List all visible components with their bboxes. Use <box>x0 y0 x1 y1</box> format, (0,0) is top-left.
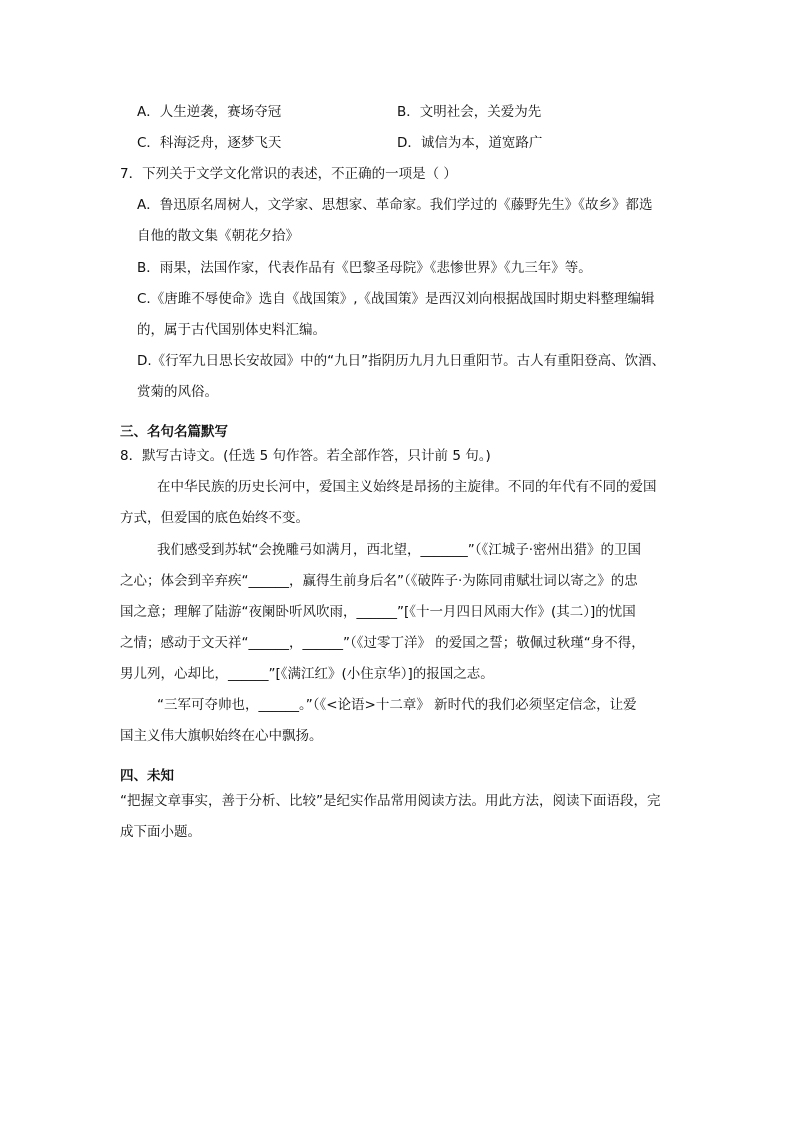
q8-paragraph2-line3: 国之意；理解了陆游“夜阑卧听风吹雨，______”[《十一月四日风雨大作》(其二）]的忧国 <box>120 604 636 620</box>
q8-paragraph2-line4: 之情；感动于文天祥“______，______”（《过零丁洋》 的爱国之誓；敬佩过秋瑾“身不得， <box>120 635 645 651</box>
q6-option-d: D．诚信为本，道宽路广 <box>397 135 543 151</box>
q6-option-b: B．文明社会，关爱为先 <box>397 104 542 120</box>
q6-option-a: A．人生逆袭，赛场夺冠 <box>137 104 282 120</box>
q8-paragraph3-line1: “三军可夺帅也，______。”（《<论语>十二章》 新时代的我们必须坚定信念，让爱 <box>157 697 637 713</box>
q7-option-a-line1: A．鲁迅原名周树人，文学家、思想家、革命家。我们学过的《藤野先生》《故乡》都选 <box>137 197 653 213</box>
q8-paragraph1-line1: 在中华民族的历史长河中，爱国主义始终是昂扬的主旋律。不同的年代有不同的爱国 <box>157 479 657 495</box>
section4-intro-line2: 成下面小题。 <box>120 824 201 840</box>
q8-paragraph1-line2: 方式，但爱国的底色始终不变。 <box>120 510 309 526</box>
q8-paragraph2-line5: 男儿列，心却比，______”[《满江红》(小住京华）]的报国之志。 <box>120 666 494 682</box>
q8-paragraph2-line1: 我们感受到苏轼“会挽雕弓如满月，西北望，_______”（《江城子·密州出猎》的卫国 <box>157 542 642 558</box>
section3-title: 三、名句名篇默写 <box>120 424 228 440</box>
section4-intro-line1: “把握文章事实，善于分析、比较”是纪实作品常用阅读方法。用此方法，阅读下面语段，完 <box>120 793 661 809</box>
q8-paragraph2-line2: 之心；体会到辛弃疾“______，赢得生前身后名”（《破阵子·为陈同甫赋壮词以寄之》的忠 <box>120 573 638 589</box>
q7-option-b-line1: B．雨果，法国作家，代表作品有《巴黎圣母院》《悲惨世界》《九三年》等。 <box>137 260 592 276</box>
q7-stem: 7．下列关于文学文化常识的表述，不正确的一项是（ ） <box>120 166 457 182</box>
section4-title: 四、未知 <box>120 768 174 784</box>
q8-paragraph3-line2: 国主义伟大旗帜始终在心中飘扬。 <box>120 728 323 744</box>
q7-option-a-line2: 自他的散文集《朝花夕拾》 <box>137 228 299 244</box>
q7-option-d-line2: 赏菊的风俗。 <box>137 384 218 400</box>
q7-option-c-line2: 的，属于古代国别体史料汇编。 <box>137 322 326 338</box>
q8-stem: 8．默写古诗文。(任选 5 句作答。若全部作答，只计前 5 句。) <box>120 448 491 464</box>
q6-option-c: C．科海泛舟，逐梦飞天 <box>137 135 282 151</box>
q7-option-c-line1: C.《唐雎不辱使命》选自《战国策》,《战国策》是西汉刘向根据战国时期史料整理编辑 <box>137 291 655 307</box>
q7-option-d-line1: D.《行军九日思长安故园》中的“九日”指阴历九月九日重阳节。古人有重阳登高、饮酒、 <box>137 353 666 369</box>
